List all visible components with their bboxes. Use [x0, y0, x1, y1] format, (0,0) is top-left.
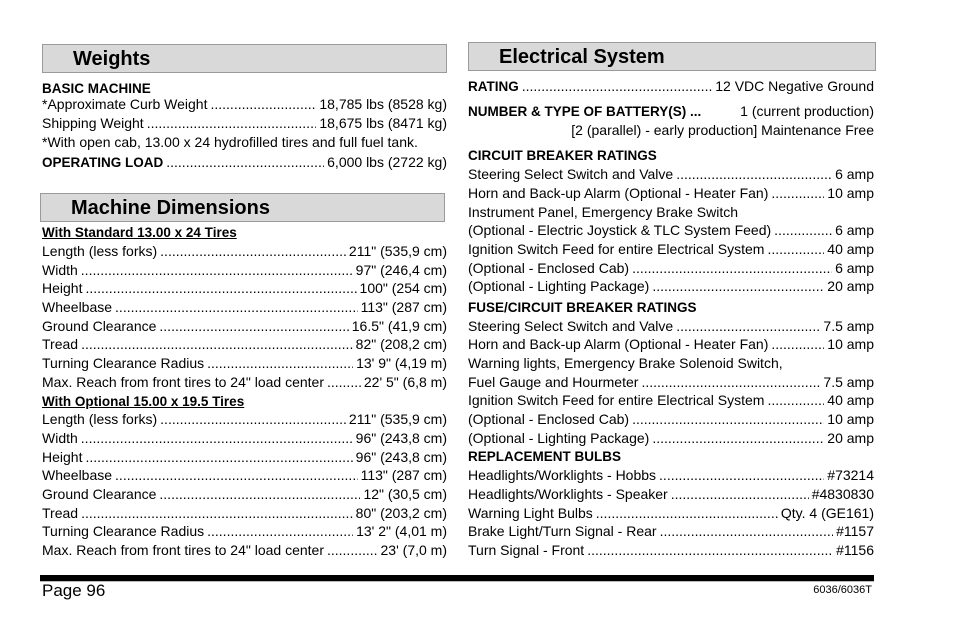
spec-value: 13' 9" (4,19 m) — [356, 355, 447, 371]
spec-row — [42, 335, 447, 354]
dot-leader — [767, 391, 824, 410]
battery-value-2: [2 (parallel) - early production] Maintenance Free — [571, 122, 874, 138]
dot-leader — [660, 522, 834, 541]
spec-value: 40 amp — [827, 241, 874, 257]
electrical-header — [468, 42, 876, 71]
operating-load-row — [42, 153, 447, 172]
spec-label: Turning Clearance Radius — [42, 523, 205, 539]
dot-leader — [632, 410, 824, 429]
dot-leader — [160, 242, 346, 261]
spec-value: 97" (246,4 cm) — [355, 262, 447, 278]
spec-value: 96" (243,8 cm) — [355, 449, 447, 465]
spec-value: 6 amp — [835, 166, 874, 182]
spec-row — [42, 429, 447, 448]
electrical-title: Electrical System — [499, 46, 665, 68]
spec-value: 13' 2" (4,01 m) — [356, 523, 447, 539]
spec-row — [468, 410, 874, 429]
weights-note: *With open cab, 13.00 x 24 hydrofilled tires and full fuel tank. — [42, 134, 418, 150]
battery-row — [468, 102, 874, 121]
spec-row — [42, 466, 447, 485]
dot-leader — [671, 485, 809, 504]
spec-row — [42, 279, 447, 298]
spec-value: 10 amp — [827, 336, 874, 352]
spec-label: Length (less forks) — [42, 411, 158, 427]
spec-label: (Optional - Lighting Package) — [468, 430, 650, 446]
spec-row — [42, 504, 447, 523]
spec-label: Steering Select Switch and Valve — [468, 318, 674, 334]
dot-leader — [85, 279, 356, 298]
fuse-breaker-heading: FUSE/CIRCUIT BREAKER RATINGS — [468, 300, 697, 315]
dot-leader — [207, 522, 353, 541]
spec-value: 23' (7,0 m) — [380, 542, 447, 558]
dot-leader — [587, 541, 833, 560]
spec-label: Horn and Back-up Alarm (Optional - Heater Fan) — [468, 185, 769, 201]
spec-label: Ground Clearance — [42, 318, 157, 334]
spec-label: Ignition Switch Feed for entire Electrical System — [468, 241, 765, 257]
spec-row — [42, 373, 447, 392]
spec-row — [468, 165, 874, 184]
spec-row — [42, 410, 447, 429]
spec-value: 7.5 amp — [823, 374, 874, 390]
spec-value: 113" (287 cm) — [360, 467, 447, 483]
spec-row — [42, 354, 447, 373]
dimensions-title: Machine Dimensions — [71, 197, 270, 219]
spec-row — [42, 541, 447, 560]
spec-value: #1157 — [836, 523, 874, 539]
rating-value: 12 VDC Negative Ground — [715, 78, 874, 94]
spec-row — [42, 298, 447, 317]
spec-value: 211" (535,9 cm) — [348, 411, 447, 427]
spec-label: Turning Clearance Radius — [42, 355, 205, 371]
spec-row — [42, 317, 447, 336]
dot-leader — [771, 335, 824, 354]
spec-value: 82" (208,2 cm) — [355, 336, 447, 352]
spec-label: Horn and Back-up Alarm (Optional - Heater Fan) — [468, 336, 769, 352]
spec-row — [468, 221, 874, 240]
dot-leader — [327, 541, 378, 560]
standard-tires-heading: With Standard 13.00 x 24 Tires — [42, 225, 237, 240]
spec-label: *Approximate Curb Weight — [42, 96, 208, 112]
spec-label: Ignition Switch Feed for entire Electrical System — [468, 392, 765, 408]
spec-row — [468, 504, 874, 523]
spec-row — [42, 242, 447, 261]
dot-leader — [632, 259, 832, 278]
battery-value: 1 (current production) — [740, 103, 874, 119]
spec-value: 211" (535,9 cm) — [348, 243, 447, 259]
dot-leader — [81, 504, 353, 523]
spec-label: Width — [42, 262, 78, 278]
dot-leader — [115, 466, 358, 485]
dot-leader — [327, 373, 361, 392]
optional-tires-heading: With Optional 15.00 x 19.5 Tires — [42, 394, 245, 409]
dot-leader — [210, 95, 316, 114]
dot-leader — [659, 466, 824, 485]
dot-leader — [774, 221, 832, 240]
spec-label: Warning Light Bulbs — [468, 505, 593, 521]
weights-header — [42, 44, 447, 73]
spec-row — [468, 259, 874, 278]
dot-leader — [207, 354, 353, 373]
spec-label: Warning lights, Emergency Brake Solenoid Switch, — [468, 355, 783, 371]
spec-label: Tread — [42, 336, 79, 352]
spec-value: #73214 — [827, 467, 874, 483]
dot-leader — [147, 114, 317, 133]
spec-row — [468, 317, 874, 336]
dot-leader — [81, 261, 353, 280]
spec-value: 18,675 lbs (8471 kg) — [319, 115, 447, 131]
battery-row-2 — [468, 121, 874, 140]
spec-value: Qty. 4 (GE161) — [780, 505, 874, 521]
spec-value: 40 amp — [827, 392, 874, 408]
basic-machine-heading: BASIC MACHINE — [42, 81, 151, 96]
spec-label: Max. Reach from front tires to 24" load center — [42, 374, 324, 390]
spec-value: 96" (243,8 cm) — [355, 430, 447, 446]
rating-label: RATING — [468, 79, 519, 94]
spec-value: 113" (287 cm) — [360, 299, 447, 315]
spec-value: 20 amp — [827, 278, 874, 294]
bulbs-heading: REPLACEMENT BULBS — [468, 449, 622, 464]
spec-row — [42, 485, 447, 504]
circuit-breaker-heading: CIRCUIT BREAKER RATINGS — [468, 148, 657, 163]
rating-row — [468, 77, 874, 96]
spec-value: #4830830 — [811, 486, 874, 502]
dot-leader — [159, 317, 348, 336]
spec-label: Fuel Gauge and Hourmeter — [468, 374, 639, 390]
spec-value: 80" (203,2 cm) — [355, 505, 447, 521]
dot-leader — [81, 429, 353, 448]
spec-row — [42, 261, 447, 280]
dot-leader — [81, 335, 353, 354]
operating-load-value: 6,000 lbs (2722 kg) — [327, 154, 447, 170]
spec-row — [42, 448, 447, 467]
spec-label: (Optional - Enclosed Cab) — [468, 411, 630, 427]
spec-value: 10 amp — [827, 185, 874, 201]
battery-label: NUMBER & TYPE OF BATTERY(S) ... — [468, 104, 702, 119]
spec-label: Tread — [42, 505, 79, 521]
spec-label: Width — [42, 430, 78, 446]
spec-label: Max. Reach from front tires to 24" load center — [42, 542, 324, 558]
dot-leader — [159, 485, 360, 504]
spec-label: Brake Light/Turn Signal - Rear — [468, 523, 657, 539]
dot-leader — [676, 165, 832, 184]
footer-rule-shadow — [40, 581, 874, 582]
spec-value: 18,785 lbs (8528 kg) — [319, 96, 447, 112]
dot-leader — [160, 410, 346, 429]
spec-label: Headlights/Worklights - Speaker — [468, 486, 668, 502]
spec-row — [468, 391, 874, 410]
spec-label: Instrument Panel, Emergency Brake Switch — [468, 204, 739, 220]
spec-label: (Optional - Enclosed Cab) — [468, 260, 630, 276]
spec-row — [468, 429, 874, 448]
spec-value: 100" (254 cm) — [359, 280, 447, 296]
spec-value: 12" (30,5 cm) — [363, 486, 447, 502]
dot-leader — [767, 240, 824, 259]
dot-leader — [166, 153, 324, 172]
spec-row — [468, 466, 874, 485]
spec-label: (Optional - Lighting Package) — [468, 278, 650, 294]
document-code: 6036/6036T — [813, 584, 872, 596]
spec-label: Ground Clearance — [42, 486, 157, 502]
spec-label: Turn Signal - Front — [468, 542, 585, 558]
spec-value: 7.5 amp — [823, 318, 874, 334]
spec-value: 6 amp — [835, 260, 874, 276]
spec-value: 10 amp — [827, 411, 874, 427]
spec-label: Steering Select Switch and Valve — [468, 166, 674, 182]
spec-row — [468, 373, 874, 392]
dimensions-header — [40, 193, 445, 222]
spec-value: 22' 5" (6,8 m) — [363, 374, 447, 390]
spec-label: Height — [42, 449, 83, 465]
weights-title: Weights — [73, 48, 151, 70]
spec-row — [42, 114, 447, 133]
spec-row — [468, 485, 874, 504]
spec-row — [42, 522, 447, 541]
spec-value: 6 amp — [835, 222, 874, 238]
spec-label: Height — [42, 280, 83, 296]
spec-label: Headlights/Worklights - Hobbs — [468, 467, 657, 483]
spec-row — [468, 184, 874, 203]
spec-row — [42, 95, 447, 114]
spec-value: 20 amp — [827, 430, 874, 446]
dot-leader — [771, 184, 824, 203]
spec-row — [468, 277, 874, 296]
dot-leader — [652, 429, 824, 448]
page-number: Page 96 — [42, 581, 106, 600]
spec-value: 16.5" (41,9 cm) — [351, 318, 447, 334]
spec-row — [468, 541, 874, 560]
spec-row — [468, 240, 874, 259]
spec-label: Wheelbase — [42, 299, 113, 315]
spec-label: Wheelbase — [42, 467, 113, 483]
dot-leader — [522, 77, 712, 96]
spec-value: #1156 — [836, 542, 874, 558]
operating-load-label: OPERATING LOAD — [42, 155, 164, 170]
spec-label: (Optional - Electric Joystick & TLC System Feed) — [468, 222, 772, 238]
spec-row — [468, 522, 874, 541]
dot-leader — [596, 504, 778, 523]
dot-leader — [85, 448, 352, 467]
dot-leader — [115, 298, 358, 317]
dot-leader — [676, 317, 820, 336]
dot-leader — [641, 373, 820, 392]
dot-leader — [652, 277, 824, 296]
spec-row — [468, 335, 874, 354]
spec-label: Shipping Weight — [42, 115, 144, 131]
spec-label: Length (less forks) — [42, 243, 158, 259]
